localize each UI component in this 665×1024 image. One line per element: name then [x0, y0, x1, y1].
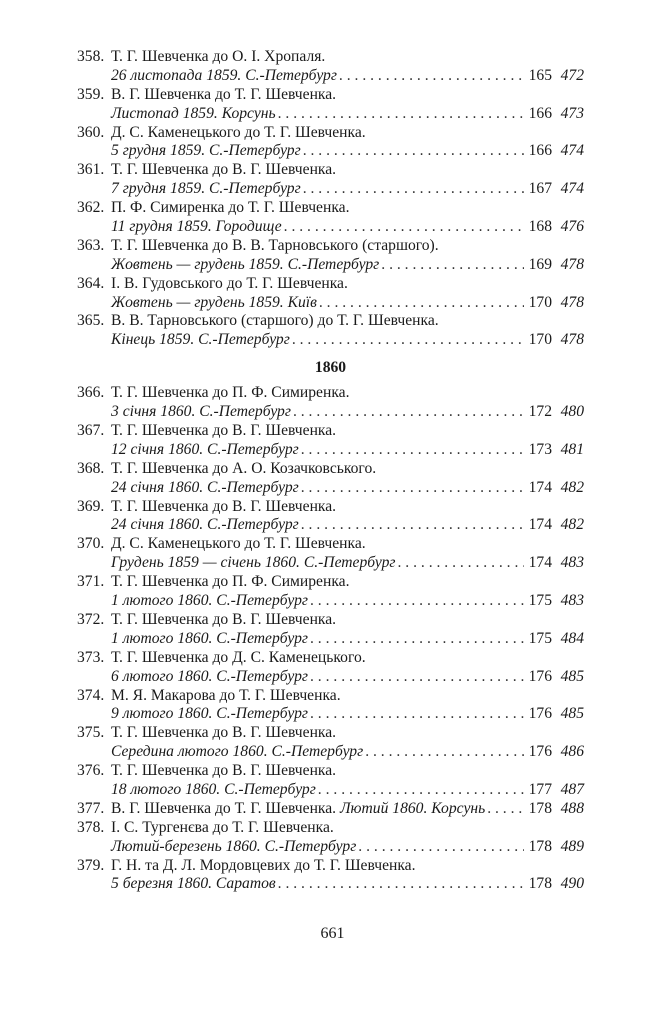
dot-leader: [381, 256, 524, 275]
dot-leader: [301, 441, 524, 460]
entry-date-place: 1 лютого 1860. С.-Петербург: [111, 629, 308, 647]
dot-leader: [310, 592, 524, 611]
entry-title-line: [77, 724, 584, 743]
entry-number: 360.: [77, 123, 105, 141]
toc-entry: [77, 687, 584, 725]
entry-subtitle-line: [77, 294, 584, 313]
entry-page: 175: [528, 629, 552, 647]
entry-title: І. С. Тургенєва до Т. Г. Шевченка.: [111, 818, 334, 836]
entry-number: 363.: [77, 236, 105, 254]
entry-number: 377.: [77, 799, 105, 817]
entry-subtitle-line: [77, 781, 584, 800]
entry-notes-page: 488: [560, 799, 584, 817]
entry-number: 371.: [77, 573, 105, 591]
dot-leader: [303, 180, 524, 199]
entry-title-line: [77, 535, 584, 554]
entry-title-line: [77, 124, 584, 143]
entry-number: 369.: [77, 497, 105, 515]
entry-subtitle-line: [77, 668, 584, 687]
entry-notes-page: 476: [560, 218, 584, 236]
toc-entry: [77, 649, 584, 687]
dot-leader: [293, 403, 524, 422]
entry-subtitle-line: [77, 705, 584, 724]
dot-leader: [398, 554, 525, 573]
entry-subtitle-line: [77, 180, 584, 199]
toc-entry: [77, 762, 584, 800]
dot-leader: [319, 294, 524, 313]
dot-leader: [310, 705, 524, 724]
entry-notes-page: 481: [560, 440, 584, 458]
toc-group: [77, 48, 584, 350]
toc-entry: [77, 124, 584, 162]
entry-title: Т. Г. Шевченка до В. Г. Шевченка.: [111, 497, 337, 515]
entry-date-place: Лютий 1860. Корсунь: [339, 799, 486, 817]
entry-notes-page: 478: [560, 331, 584, 349]
dot-leader: [365, 743, 524, 762]
toc-entry: [77, 384, 584, 422]
dot-leader: [278, 875, 524, 894]
toc-entry: [77, 199, 584, 237]
entry-title-line: [77, 275, 584, 294]
entry-date-place: 24 січня 1860. С.-Петербург: [111, 516, 299, 534]
entry-notes-page: 480: [560, 403, 584, 421]
entry-number: 364.: [77, 274, 105, 292]
entry-date-place: Жовтень — грудень 1859. Київ: [111, 293, 317, 311]
entry-page: 176: [528, 667, 552, 685]
page-number: 661: [320, 925, 345, 942]
dot-leader: [292, 331, 524, 350]
entry-number: 379.: [77, 856, 105, 874]
toc-entry: [77, 724, 584, 762]
entry-page: 173: [528, 440, 552, 458]
toc-entry: [77, 237, 584, 275]
entry-notes-page: 489: [560, 837, 584, 855]
entry-notes-page: 482: [560, 516, 584, 534]
dot-leader: [303, 142, 524, 161]
entry-date-place: 6 лютого 1860. С.-Петербург: [111, 667, 308, 685]
entry-title: Т. Г. Шевченка до В. Г. Шевченка.: [111, 762, 337, 780]
entry-page: 166: [528, 104, 552, 122]
entry-date-place: 5 грудня 1859. С.-Петербург: [111, 142, 301, 160]
dot-leader: [318, 781, 524, 800]
entry-date-place: 9 лютого 1860. С.-Петербург: [111, 705, 308, 723]
entry-title-line: [77, 611, 584, 630]
entry-notes-page: 483: [560, 592, 584, 610]
entry-subtitle-line: [77, 592, 584, 611]
entry-notes-page: 474: [560, 142, 584, 160]
toc-entry: [77, 460, 584, 498]
dot-leader: [487, 800, 524, 819]
dot-leader: [310, 630, 524, 649]
entry-page: 178: [528, 875, 552, 893]
entry-subtitle-line: [77, 67, 584, 86]
entry-notes-page: 485: [560, 667, 584, 685]
year-heading: 1860: [314, 359, 347, 377]
entry-title: В. Г. Шевченка до Т. Г. Шевченка.: [111, 85, 337, 103]
dot-leader: [310, 668, 524, 687]
entry-page: 176: [528, 743, 552, 761]
entry-title: Т. Г. Шевченка до Д. С. Каменецького.: [111, 648, 366, 666]
toc-entry: [77, 573, 584, 611]
entry-subtitle-line: [77, 875, 584, 894]
entry-subtitle-line: [77, 838, 584, 857]
entry-title: Т. Г. Шевченка до В. Г. Шевченка.: [111, 161, 337, 179]
entry-title-line: [77, 86, 584, 105]
entry-title: Т. Г. Шевченка до В. Г. Шевченка.: [111, 422, 337, 440]
entry-subtitle-line: [77, 105, 584, 124]
entry-subtitle-line: [77, 331, 584, 350]
entry-notes-page: 472: [560, 66, 584, 84]
entry-date-place: Листопад 1859. Корсунь: [111, 104, 276, 122]
entry-date-place: Лютий-березень 1860. С.-Петербург: [111, 837, 357, 855]
toc-entry: [77, 161, 584, 199]
entry-title: П. Ф. Симиренка до Т. Г. Шевченка.: [111, 199, 350, 217]
entry-title: М. Я. Макарова до Т. Г. Шевченка.: [111, 686, 341, 704]
entry-subtitle-line: [77, 516, 584, 535]
entry-page: 169: [528, 255, 552, 273]
entry-title: Т. Г. Шевченка до О. І. Хропаля.: [111, 48, 326, 65]
entry-number: 378.: [77, 818, 105, 836]
entry-number: 362.: [77, 199, 105, 217]
entry-title: Т. Г. Шевченка до В. Г. Шевченка.: [111, 610, 337, 628]
entry-date-place: 5 березня 1860. Саратов: [111, 875, 276, 893]
entry-title-line: [77, 460, 584, 479]
entry-number: 373.: [77, 648, 105, 666]
entry-number: 358.: [77, 48, 105, 65]
dot-leader: [284, 218, 524, 237]
entry-notes-page: 487: [560, 780, 584, 798]
entry-title: Д. С. Каменецького до Т. Г. Шевченка.: [111, 123, 366, 141]
entry-number: 370.: [77, 535, 105, 553]
entry-notes-page: 483: [560, 554, 584, 572]
entry-subtitle-line: [77, 479, 584, 498]
entry-subtitle-line: [77, 743, 584, 762]
entry-date-place: 18 лютого 1860. С.-Петербург: [111, 780, 316, 798]
dot-leader: [278, 105, 524, 124]
dot-leader: [339, 67, 524, 86]
entry-date-place: 24 січня 1860. С.-Петербург: [111, 478, 299, 496]
entry-notes-page: 490: [560, 875, 584, 893]
entry-page: 174: [528, 478, 552, 496]
table-of-contents: [77, 48, 584, 894]
entry-page: 167: [528, 180, 552, 198]
entry-date-place: Кінець 1859. С.-Петербург: [111, 331, 290, 349]
entry-page: 165: [528, 66, 552, 84]
entry-page: 168: [528, 218, 552, 236]
entry-number: 375.: [77, 724, 105, 742]
entry-number: 365.: [77, 312, 105, 330]
entry-notes-page: 484: [560, 629, 584, 647]
toc-entry: [77, 422, 584, 460]
entry-title: І. В. Гудовського до Т. Г. Шевченка.: [111, 274, 348, 292]
entry-subtitle-line: [77, 441, 584, 460]
entry-title-line: [77, 762, 584, 781]
entry-title: Г. Н. та Д. Л. Мордовцевих до Т. Г. Шевченка.: [111, 856, 416, 874]
toc-entry: [77, 857, 584, 895]
entry-title-line: [77, 384, 584, 403]
entry-title-line: [77, 48, 584, 67]
entry-title: Т. Г. Шевченка до П. Ф. Симиренка.: [111, 573, 350, 591]
entry-subtitle-line: [77, 630, 584, 649]
toc-group: [77, 351, 584, 894]
entry-notes-page: 478: [560, 293, 584, 311]
entry-date-place: 12 січня 1860. С.-Петербург: [111, 440, 299, 458]
entry-notes-page: 473: [560, 104, 584, 122]
entry-number: 366.: [77, 384, 105, 402]
entry-page: 177: [528, 780, 552, 798]
entry-page: 174: [528, 516, 552, 534]
entry-title-line: [77, 498, 584, 517]
entry-date-place: 1 лютого 1860. С.-Петербург: [111, 592, 308, 610]
entry-notes-page: 478: [560, 255, 584, 273]
entry-page: 175: [528, 592, 552, 610]
entry-number: 376.: [77, 762, 105, 780]
entry-subtitle-line: [77, 142, 584, 161]
entry-title: В. Г. Шевченка до Т. Г. Шевченка.: [111, 799, 337, 817]
toc-entry: [77, 48, 584, 86]
entry-notes-page: 486: [560, 743, 584, 761]
toc-entry: [77, 86, 584, 124]
entry-title: Т. Г. Шевченка до В. В. Тарновського (старшого).: [111, 236, 439, 254]
entry-page: 170: [528, 331, 552, 349]
toc-entry: [77, 819, 584, 857]
toc-entry: [77, 498, 584, 536]
entry-date-place: 7 грудня 1859. С.-Петербург: [111, 180, 301, 198]
entry-title-line: [77, 800, 584, 819]
entry-subtitle-line: [77, 403, 584, 422]
entry-title: Д. С. Каменецького до Т. Г. Шевченка.: [111, 535, 366, 553]
entry-page: 172: [528, 403, 552, 421]
entry-page: 166: [528, 142, 552, 160]
entry-title-line: [77, 819, 584, 838]
toc-entry: [77, 611, 584, 649]
toc-entry: [77, 800, 584, 819]
entry-subtitle-line: [77, 554, 584, 573]
dot-leader: [358, 838, 524, 857]
entry-title-line: [77, 312, 584, 331]
entry-notes-page: 485: [560, 705, 584, 723]
entry-notes-page: 474: [560, 180, 584, 198]
entry-title-line: [77, 237, 584, 256]
entry-number: 372.: [77, 610, 105, 628]
entry-date-place: Середина лютого 1860. С.-Петербург: [111, 743, 364, 761]
entry-number: 368.: [77, 459, 105, 477]
entry-date-place: 3 січня 1860. С.-Петербург: [111, 403, 291, 421]
entry-page: 178: [528, 799, 552, 817]
entry-notes-page: 482: [560, 478, 584, 496]
entry-number: 361.: [77, 161, 105, 179]
entry-date-place: 11 грудня 1859. Городище: [111, 218, 282, 236]
entry-title-line: [77, 857, 584, 876]
entry-title-line: [77, 161, 584, 180]
entry-subtitle-line: [77, 218, 584, 237]
entry-title: Т. Г. Шевченка до В. Г. Шевченка.: [111, 724, 337, 742]
entry-page: 178: [528, 837, 552, 855]
entry-page: 174: [528, 554, 552, 572]
entry-title: Т. Г. Шевченка до А. О. Козачковського.: [111, 459, 377, 477]
entry-date-place: Жовтень — грудень 1859. С.-Петербург: [111, 255, 380, 273]
entry-number: 367.: [77, 422, 105, 440]
entry-page: 170: [528, 293, 552, 311]
entry-title-line: [77, 199, 584, 218]
entry-page: 176: [528, 705, 552, 723]
entry-title-line: [77, 649, 584, 668]
toc-entry: [77, 312, 584, 350]
entry-title: В. В. Тарновського (старшого) до Т. Г. Шевченка.: [111, 312, 439, 330]
dot-leader: [301, 479, 524, 498]
entry-date-place: 26 листопада 1859. С.-Петербург: [111, 66, 337, 84]
entry-title-line: [77, 687, 584, 706]
entry-number: 359.: [77, 85, 105, 103]
entry-date-place: Грудень 1859 — січень 1860. С.-Петербург: [111, 554, 396, 572]
entry-title: Т. Г. Шевченка до П. Ф. Симиренка.: [111, 384, 350, 402]
toc-entry: [77, 275, 584, 313]
dot-leader: [301, 516, 524, 535]
entry-subtitle-line: [77, 256, 584, 275]
entry-number: 374.: [77, 686, 105, 704]
toc-entry: [77, 535, 584, 573]
entry-title-line: [77, 573, 584, 592]
entry-title-line: [77, 422, 584, 441]
